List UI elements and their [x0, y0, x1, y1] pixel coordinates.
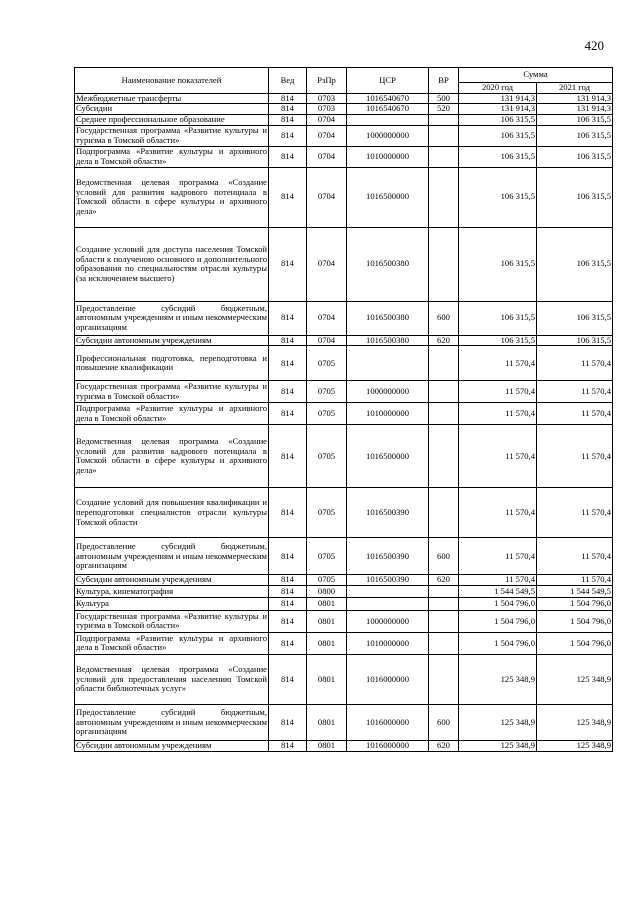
table-row: [75, 146, 613, 167]
row-ved: 814: [269, 610, 307, 632]
row-name: Подпрограмма «Развитие культуры и архивного дела в Томской области»: [76, 146, 267, 166]
row-vr: [429, 488, 459, 538]
row-rzpr: 0705: [307, 403, 347, 425]
row-rzpr: 0800: [307, 585, 347, 597]
row-name: Межбюджетные трансферты: [75, 93, 269, 104]
row-ved: 814: [269, 227, 307, 301]
row-name: Ведомственная целевая программа «Создание условий для предоставления населению Томской области библиотечных услуг»: [75, 654, 269, 704]
table-row: [75, 538, 613, 575]
row-vr: [429, 146, 459, 167]
row-vr: [429, 114, 459, 125]
row-rzpr: 0705: [307, 538, 347, 575]
row-sum-2020: 131 914,3: [459, 104, 537, 115]
row-sum-2021: 131 914,3: [537, 104, 613, 115]
row-csr: [347, 585, 429, 597]
header-vr: ВР: [429, 68, 459, 94]
row-ved: 814: [269, 632, 307, 654]
row-name: Субсидии автономным учреждениям: [75, 740, 269, 751]
header-ved: Вед: [269, 68, 307, 94]
row-sum-2020: 106 315,5: [459, 335, 537, 346]
row-sum-2021: 106 315,5: [537, 114, 613, 125]
table-row: [75, 227, 613, 301]
row-sum-2020: 1 504 796,0: [459, 597, 537, 610]
row-rzpr: 0704: [307, 146, 347, 167]
row-rzpr: 0703: [307, 93, 347, 104]
row-sum-2020: 125 348,9: [459, 740, 537, 751]
header-rzpr: РзПр: [307, 68, 347, 94]
row-rzpr: 0704: [307, 125, 347, 146]
row-name: Подпрограмма «Развитие культуры и архивного дела в Томской области»: [76, 632, 267, 653]
row-sum-2021: 1 544 549,5: [537, 585, 613, 597]
row-vr: [429, 227, 459, 301]
row-sum-2021: 106 315,5: [537, 167, 613, 227]
row-sum-2021: 106 315,5: [537, 146, 613, 167]
row-sum-2021: 131 914,3: [537, 93, 613, 104]
row-ved: 814: [269, 575, 307, 586]
row-vr: [429, 346, 459, 381]
row-sum-2021: 125 348,9: [537, 704, 613, 740]
row-rzpr: 0705: [307, 381, 347, 403]
row-name: Государственная программа «Развитие культуры и туризма в Томской области»: [76, 381, 267, 401]
header-sum: Сумма: [459, 68, 613, 83]
row-rzpr: 0703: [307, 104, 347, 115]
row-csr: 1016500380: [347, 227, 429, 301]
row-rzpr: 0705: [307, 346, 347, 381]
row-csr: 1016000000: [347, 654, 429, 704]
row-sum-2020: 11 570,4: [459, 403, 537, 425]
row-ved: 814: [269, 538, 307, 575]
row-ved: 814: [269, 585, 307, 597]
row-ved: 814: [269, 381, 307, 403]
row-sum-2021: 1 504 796,0: [537, 610, 613, 632]
row-csr: 1016500380: [347, 335, 429, 346]
row-sum-2020: 1 504 796,0: [459, 632, 537, 654]
row-sum-2021: 11 570,4: [537, 346, 613, 381]
row-vr: 600: [429, 704, 459, 740]
page-number: 420: [584, 38, 604, 53]
row-sum-2020: 106 315,5: [459, 301, 537, 335]
table-row: [75, 585, 613, 597]
row-sum-2020: 106 315,5: [459, 114, 537, 125]
row-rzpr: 0705: [307, 488, 347, 538]
row-rzpr: 0801: [307, 632, 347, 654]
row-name: Субсидии автономным учреждениям: [75, 575, 269, 586]
row-vr: 620: [429, 335, 459, 346]
row-sum-2020: 106 315,5: [459, 227, 537, 301]
row-ved: 814: [269, 425, 307, 488]
row-name: Ведомственная целевая программа «Создание условий для развития кадрового потенциала в Томской области в сфере культуры и архивного дела»: [75, 425, 269, 488]
row-ved: 814: [269, 654, 307, 704]
row-csr: [347, 346, 429, 381]
row-csr: 1000000000: [347, 381, 429, 403]
row-name: Подпрограмма «Развитие культуры и архивного дела в Томской области»: [76, 403, 267, 423]
row-csr: 1010000000: [347, 632, 429, 654]
header-name: Наименование показателей: [75, 68, 269, 94]
row-vr: [429, 654, 459, 704]
row-vr: 620: [429, 575, 459, 586]
row-csr: 1000000000: [347, 610, 429, 632]
table-row: [75, 740, 613, 751]
table-row: [75, 125, 613, 146]
row-rzpr: 0704: [307, 335, 347, 346]
row-rzpr: 0704: [307, 301, 347, 335]
row-sum-2020: 11 570,4: [459, 346, 537, 381]
row-sum-2020: 11 570,4: [459, 425, 537, 488]
row-csr: 1016500380: [347, 301, 429, 335]
row-sum-2020: 131 914,3: [459, 93, 537, 104]
header-2021: 2021 год: [537, 83, 613, 94]
row-ved: 814: [269, 167, 307, 227]
row-sum-2020: 125 348,9: [459, 654, 537, 704]
row-name: Среднее профессиональное образование: [75, 114, 269, 125]
row-sum-2020: 1 544 549,5: [459, 585, 537, 597]
row-csr: 1010000000: [347, 146, 429, 167]
table-row: [75, 704, 613, 740]
row-csr: 1016000000: [347, 740, 429, 751]
row-vr: [429, 425, 459, 488]
table-row: [75, 381, 613, 403]
row-ved: 814: [269, 114, 307, 125]
header-2020: 2020 год: [459, 83, 537, 94]
row-name: Государственная программа «Развитие культуры и туризма в Томской области»: [76, 610, 267, 631]
row-vr: 620: [429, 740, 459, 751]
table-header: [75, 68, 613, 94]
row-sum-2021: 11 570,4: [537, 488, 613, 538]
row-sum-2021: 106 315,5: [537, 227, 613, 301]
table-row: [75, 488, 613, 538]
row-sum-2021: 1 504 796,0: [537, 597, 613, 610]
row-sum-2021: 11 570,4: [537, 538, 613, 575]
row-vr: 520: [429, 104, 459, 115]
row-name: Ведомственная целевая программа «Создание условий для развития кадрового потенциала в Томской области в сфере культуры и архивного дела»: [75, 167, 269, 227]
row-csr: 1016500390: [347, 488, 429, 538]
row-vr: [429, 610, 459, 632]
row-vr: [429, 585, 459, 597]
row-sum-2021: 11 570,4: [537, 575, 613, 586]
row-csr: 1016500000: [347, 425, 429, 488]
row-ved: 814: [269, 104, 307, 115]
table-row: [75, 346, 613, 381]
table-row: [75, 597, 613, 610]
table-row: [75, 425, 613, 488]
row-csr: 1010000000: [347, 403, 429, 425]
row-vr: 600: [429, 301, 459, 335]
row-vr: [429, 403, 459, 425]
row-vr: 500: [429, 93, 459, 104]
table-row: [75, 335, 613, 346]
header-csr: ЦСР: [347, 68, 429, 94]
row-name: Создание условий для повышения квалификации и переподготовки специалистов отрасли культуры Томской области: [75, 488, 269, 538]
row-name: Профессиональная подготовка, переподготовка и повышение квалификации: [75, 346, 269, 381]
row-ved: 814: [269, 125, 307, 146]
row-name: Предоставление субсидий бюджетным, автономным учреждениям и иным некоммерческим организациям: [75, 301, 269, 335]
row-csr: 1016500390: [347, 538, 429, 575]
row-csr: 1000000000: [347, 125, 429, 146]
row-sum-2021: 11 570,4: [537, 403, 613, 425]
table-row: [75, 610, 613, 632]
row-rzpr: 0801: [307, 610, 347, 632]
table-row: [75, 301, 613, 335]
row-ved: 814: [269, 335, 307, 346]
table-row: [75, 104, 613, 115]
row-vr: [429, 167, 459, 227]
row-csr: 1016500390: [347, 575, 429, 586]
row-csr: 1016500000: [347, 167, 429, 227]
table-row: [75, 167, 613, 227]
row-sum-2020: 1 504 796,0: [459, 610, 537, 632]
row-ved: 814: [269, 740, 307, 751]
row-name: Субсидии автономным учреждениям: [75, 335, 269, 346]
row-sum-2020: 11 570,4: [459, 575, 537, 586]
row-csr: 1016000000: [347, 704, 429, 740]
row-sum-2020: 11 570,4: [459, 538, 537, 575]
row-rzpr: 0705: [307, 425, 347, 488]
row-rzpr: 0801: [307, 740, 347, 751]
row-sum-2020: 11 570,4: [459, 381, 537, 403]
row-vr: [429, 597, 459, 610]
row-ved: 814: [269, 597, 307, 610]
row-sum-2020: 11 570,4: [459, 488, 537, 538]
table-row: [75, 403, 613, 425]
row-csr: 1016540670: [347, 104, 429, 115]
row-name: Предоставление субсидий бюджетным, автономным учреждениям и иным некоммерческим организациям: [75, 538, 269, 575]
row-sum-2020: 106 315,5: [459, 125, 537, 146]
row-sum-2020: 106 315,5: [459, 146, 537, 167]
row-sum-2021: 125 348,9: [537, 740, 613, 751]
row-rzpr: 0704: [307, 227, 347, 301]
row-csr: [347, 114, 429, 125]
budget-table: [74, 67, 613, 752]
table-body: [75, 93, 613, 751]
row-name: Предоставление субсидий бюджетным, автономным учреждениям и иным некоммерческим организациям: [75, 704, 269, 740]
row-rzpr: 0801: [307, 654, 347, 704]
row-sum-2021: 106 315,5: [537, 301, 613, 335]
table-row: [75, 114, 613, 125]
row-name: Субсидии: [75, 104, 269, 115]
row-csr: [347, 597, 429, 610]
row-ved: 814: [269, 146, 307, 167]
row-vr: [429, 632, 459, 654]
row-sum-2020: 125 348,9: [459, 704, 537, 740]
table-row: [75, 93, 613, 104]
row-sum-2020: 106 315,5: [459, 167, 537, 227]
row-sum-2021: 11 570,4: [537, 381, 613, 403]
row-rzpr: 0705: [307, 575, 347, 586]
table-row: [75, 575, 613, 586]
row-rzpr: 0704: [307, 114, 347, 125]
row-ved: 814: [269, 93, 307, 104]
row-name: Создание условий для доступа населения Томской области к полученою основного и дополнительного образования по специальностям отрасли культуры (за исключением высшего): [75, 227, 269, 301]
row-ved: 814: [269, 488, 307, 538]
row-vr: 600: [429, 538, 459, 575]
row-ved: 814: [269, 301, 307, 335]
row-sum-2021: 125 348,9: [537, 654, 613, 704]
row-ved: 814: [269, 403, 307, 425]
table-row: [75, 654, 613, 704]
row-name: Культура, кинематография: [75, 585, 269, 597]
row-sum-2021: 106 315,5: [537, 335, 613, 346]
table-row: [75, 632, 613, 654]
row-csr: 1016540670: [347, 93, 429, 104]
row-rzpr: 0704: [307, 167, 347, 227]
row-sum-2021: 11 570,4: [537, 425, 613, 488]
row-ved: 814: [269, 704, 307, 740]
row-rzpr: 0801: [307, 704, 347, 740]
row-name: Культура: [75, 597, 269, 610]
row-rzpr: 0801: [307, 597, 347, 610]
row-sum-2021: 1 504 796,0: [537, 632, 613, 654]
row-vr: [429, 381, 459, 403]
row-vr: [429, 125, 459, 146]
row-name: Государственная программа «Развитие культуры и туризма в Томской области»: [76, 125, 267, 145]
row-ved: 814: [269, 346, 307, 381]
row-sum-2021: 106 315,5: [537, 125, 613, 146]
